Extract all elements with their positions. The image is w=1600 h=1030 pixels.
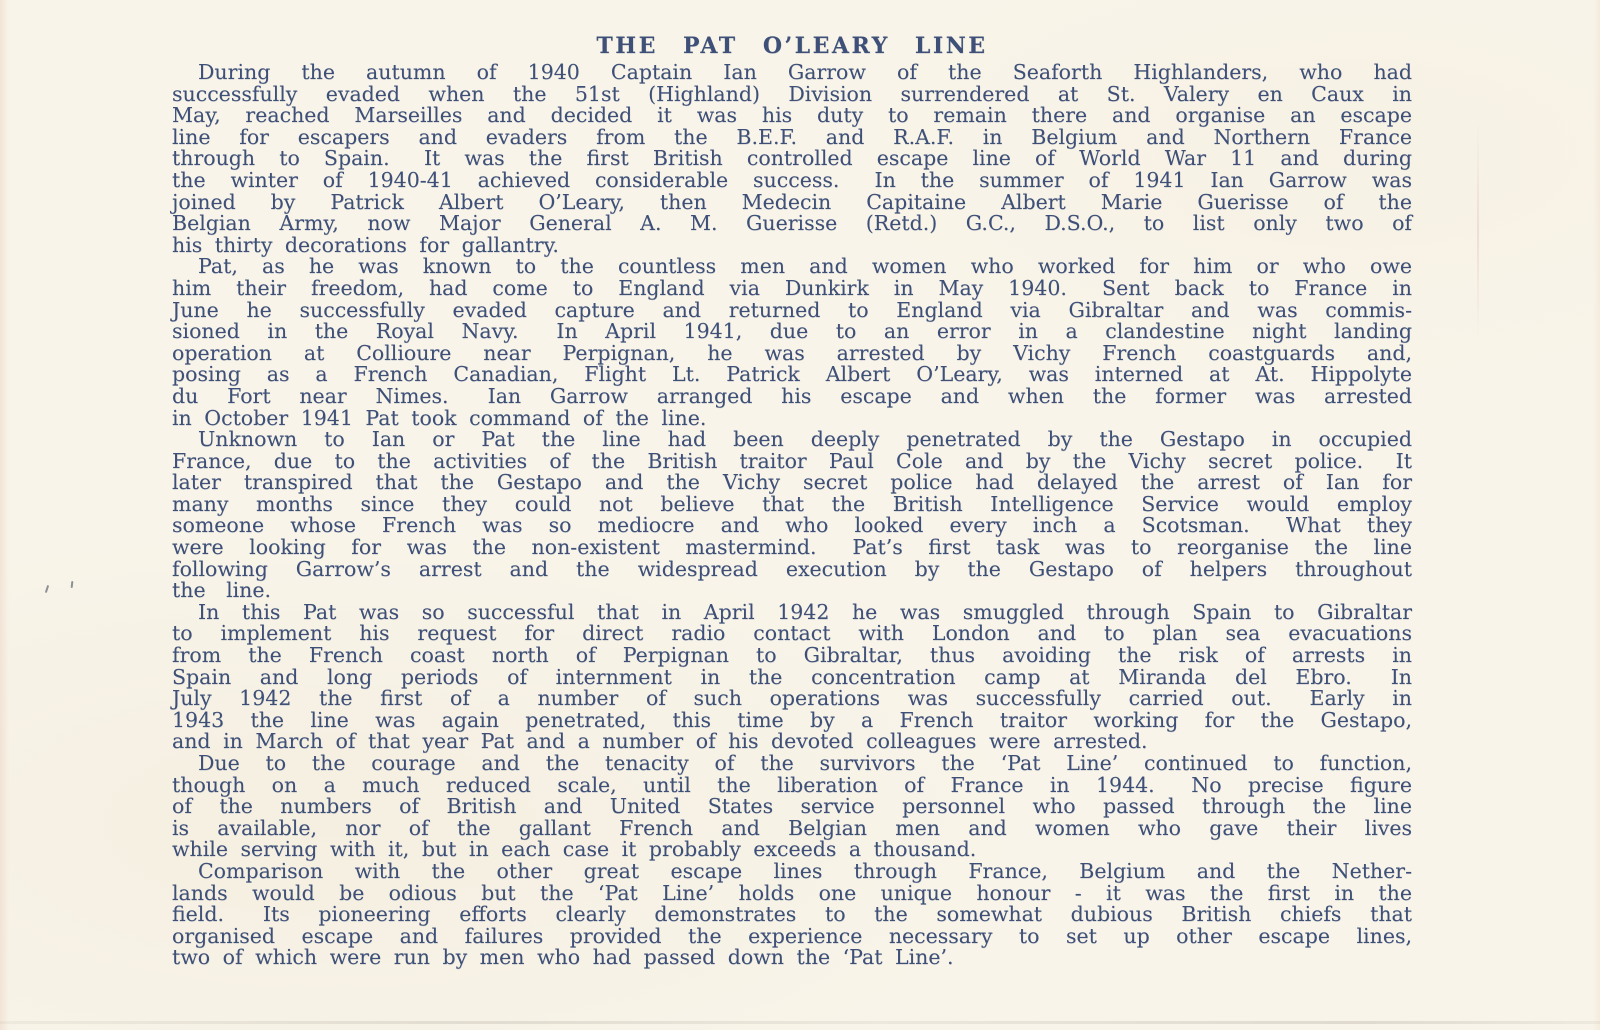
text-line: posing as a French Canadian, Flight Lt. Patrick Albert O’Leary, was interned at At. Hippolyte [172, 362, 1412, 387]
text-line: Due to the courage and the tenacity of the survivors the ‘Pat Line’ continued to function, [198, 751, 1412, 775]
paragraph [172, 62, 1412, 256]
text-line: were looking for was the non-existent mastermind. Pat’s first task was to reorganise the line [172, 535, 1412, 560]
scan-edge-right [1593, 0, 1600, 1030]
paper-crease [1477, 120, 1479, 340]
paragraph [172, 753, 1412, 861]
text-line: following Garrow’s arrest and the widespread execution by the Gestapo of helpers throughout [172, 556, 1412, 581]
text-line: Pat, as he was known to the countless men and women who worked for him or who owe [198, 254, 1412, 279]
text-line: Comparison with the other great escape lines through France, Belgium and the Nether- [198, 858, 1412, 883]
text-line: later transpired that the Gestapo and the Vichy secret police had delayed the arrest of Ian for [172, 470, 1412, 495]
text-line: lands would be odious but the ‘Pat Line’ holds one unique honour - it was the first in the [172, 880, 1412, 905]
text-line: two of which were run by men who had passed down the ‘Pat Line’. [172, 945, 954, 970]
text-line: France, due to the activities of the British traitor Paul Cole and by the Vichy secret police. It [172, 448, 1412, 473]
text-line: du Fort near Nimes. Ian Garrow arranged his escape and when the former was arrested [172, 383, 1412, 408]
paragraph [172, 858, 1412, 970]
text-line: though on a much reduced scale, until the liberation of France in 1944. No precise figure [172, 772, 1412, 797]
text-line: many months since they could not believe that the British Intelligence Service would employ [172, 491, 1412, 516]
text-line: In this Pat was so successful that in April 1942 he was smuggled through Spain to Gibraltar [198, 599, 1412, 624]
paragraph [172, 256, 1412, 429]
text-line: through to Spain. It was the first British controlled escape line of World War 11 and during [172, 146, 1412, 171]
text-line: his thirty decorations for gallantry. [172, 232, 559, 257]
text-line: successfully evaded when the 51st (Highland) Division surrendered at St. Valery en Caux in [172, 81, 1412, 106]
text-line: May, reached Marseilles and decided it was his duty to remain there and organise an escape [172, 103, 1412, 128]
text-line: Spain and long periods of internment in the concentration camp at Miranda del Ebro. In [172, 664, 1412, 689]
text-line: the winter of 1940-41 achieved considerable success. In the summer of 1941 Ian Garrow was [172, 167, 1412, 192]
text-line: June he successfully evaded capture and returned to England via Gibraltar and was commis- [172, 297, 1412, 322]
paragraph [172, 429, 1412, 602]
text-line: sioned in the Royal Navy. In April 1941, due to an error in a clandestine night landing [172, 319, 1412, 344]
text-line: the line. [172, 578, 272, 603]
text-line: Unknown to Ian or Pat the line had been deeply penetrated by the Gestapo in occupied [198, 427, 1412, 452]
text-line: July 1942 the first of a number of such operations was successfully carried out. Early in [172, 686, 1412, 711]
text-line: During the autumn of 1940 Captain Ian Garrow of the Seaforth Highlanders, who had [198, 60, 1412, 84]
text-line: of the numbers of British and United States service personnel who passed through the line [172, 794, 1412, 819]
ink-speck [71, 581, 74, 588]
text-line: joined by Patrick Albert O’Leary, then Medecin Capitaine Albert Marie Guerisse of the [172, 189, 1412, 214]
text-line: to implement his request for direct radio contact with London and to plan sea evacuations [172, 621, 1412, 646]
text-line: line for escapers and evaders from the B.E.F. and R.A.F. in Belgium and Northern France [172, 124, 1412, 149]
text-block [172, 33, 1412, 969]
scan-edge-left [0, 0, 9, 1030]
text-line: him their freedom, had come to England via Dunkirk in May 1940. Sent back to France in [172, 275, 1412, 300]
paragraphs-container [172, 62, 1412, 969]
text-line: 1943 the line was again penetrated, this time by a French traitor working for the Gestapo, [172, 707, 1412, 732]
ink-speck [45, 585, 49, 593]
text-line: and in March of that year Pat and a number of his devoted colleagues were arrested. [172, 729, 1148, 754]
text-line: organised escape and failures provided the experience necessary to set up other escape lines, [172, 923, 1412, 948]
text-line: in October 1941 Pat took command of the line. [172, 405, 707, 430]
text-line: Belgian Army, now Major General A. M. Guerisse (Retd.) G.C., D.S.O., to list only two of [172, 211, 1412, 236]
text-line: while serving with it, but in each case it probably exceeds a thousand. [172, 837, 977, 862]
scan-edge-bottom [0, 1021, 1600, 1024]
text-line: is available, nor of the gallant French and Belgian men and women who gave their lives [172, 815, 1412, 840]
text-line: field. Its pioneering efforts clearly demonstrates to the somewhat dubious British chiefs that [172, 902, 1412, 927]
text-line: someone whose French was so mediocre and who looked every inch a Scotsman. What they [172, 513, 1412, 538]
paragraph [172, 599, 1412, 754]
text-line: from the French coast north of Perpignan to Gibraltar, thus avoiding the risk of arrests in [172, 643, 1412, 668]
page-title: THE PAT O’LEARY LINE [596, 33, 988, 59]
text-line: operation at Collioure near Perpignan, he was arrested by Vichy French coastguards and, [172, 340, 1412, 365]
